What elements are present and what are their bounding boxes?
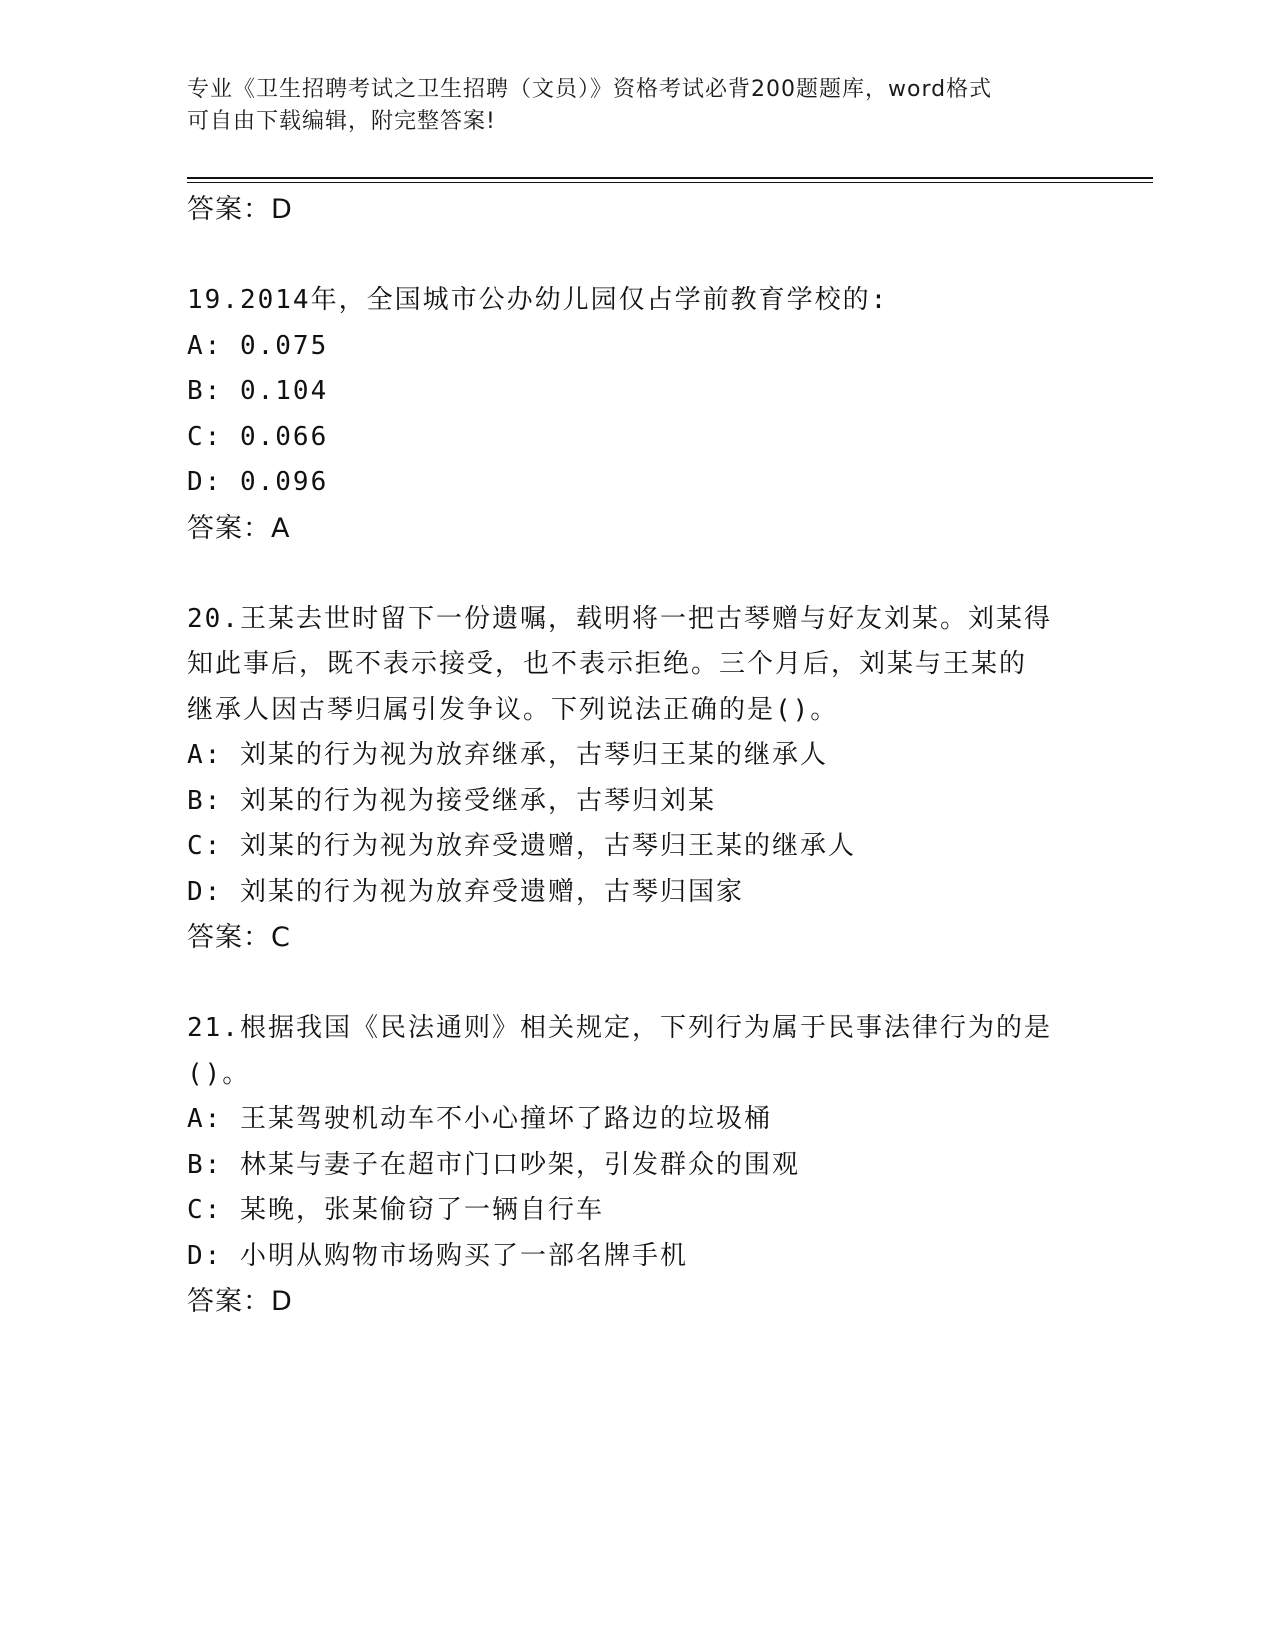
- answer-line: 答案：C: [187, 922, 291, 953]
- option-d: D: 刘某的行为视为放弃受遗赠，古琴归国家: [187, 876, 744, 907]
- header-divider-thin: [187, 182, 1153, 183]
- option-d: D: 0.096: [187, 467, 329, 497]
- question-text: 21.根据我国《民法通则》相关规定，下列行为属于民事法律行为的是: [187, 1013, 1052, 1043]
- header-divider: [187, 177, 1153, 179]
- option-c: C: 某晚，张某偷窃了一辆自行车: [187, 1195, 604, 1225]
- question-text: 知此事后，既不表示接受，也不表示拒绝。三个月后，刘某与王某的: [187, 649, 1028, 679]
- option-b: B: 0.104: [187, 376, 329, 406]
- header-line: 专业《卫生招聘考试之卫生招聘（文员）》资格考试必背200题题库，word格式: [187, 77, 993, 102]
- option-b: B: 林某与妻子在超市门口吵架，引发群众的围观: [187, 1149, 800, 1180]
- spacer: [187, 961, 1087, 1007]
- question-text: 继承人因古琴归属引发争议。下列说法正确的是()。: [187, 694, 839, 725]
- option-c: C: 0.066: [187, 421, 329, 452]
- question-text: ()。: [187, 1058, 251, 1089]
- option-a: A: 王某驾驶机动车不小心撞坏了路边的垃圾桶: [187, 1104, 772, 1134]
- document-header: [187, 74, 1067, 138]
- answer-line: 答案：D: [187, 1286, 293, 1317]
- option-a: A: 0.075: [187, 330, 329, 361]
- question-text: 20.王某去世时留下一份遗嘱，载明将一把古琴赠与好友刘某。刘某得: [187, 603, 1052, 634]
- question-block: [187, 597, 1087, 961]
- answer-line: 答案：A: [187, 512, 291, 544]
- question-text: 19.2014年，全国城市公办幼儿园仅占学前教育学校的:: [187, 285, 889, 315]
- header-line: 可自由下载编辑，附完整答案!: [187, 109, 496, 134]
- question-block: [187, 1006, 1087, 1325]
- option-a: A: 刘某的行为视为放弃继承，古琴归王某的继承人: [187, 740, 828, 770]
- option-b: B: 刘某的行为视为接受继承，古琴归刘某: [187, 785, 716, 816]
- spacer: [187, 233, 1087, 279]
- document-body: [187, 187, 1087, 1325]
- answer-line: 答案：D: [187, 194, 293, 225]
- question-block: [187, 278, 1087, 551]
- spacer: [187, 551, 1087, 597]
- option-c: C: 刘某的行为视为放弃受遗赠，古琴归王某的继承人: [187, 831, 856, 861]
- option-d: D: 小明从购物市场购买了一部名牌手机: [187, 1240, 688, 1271]
